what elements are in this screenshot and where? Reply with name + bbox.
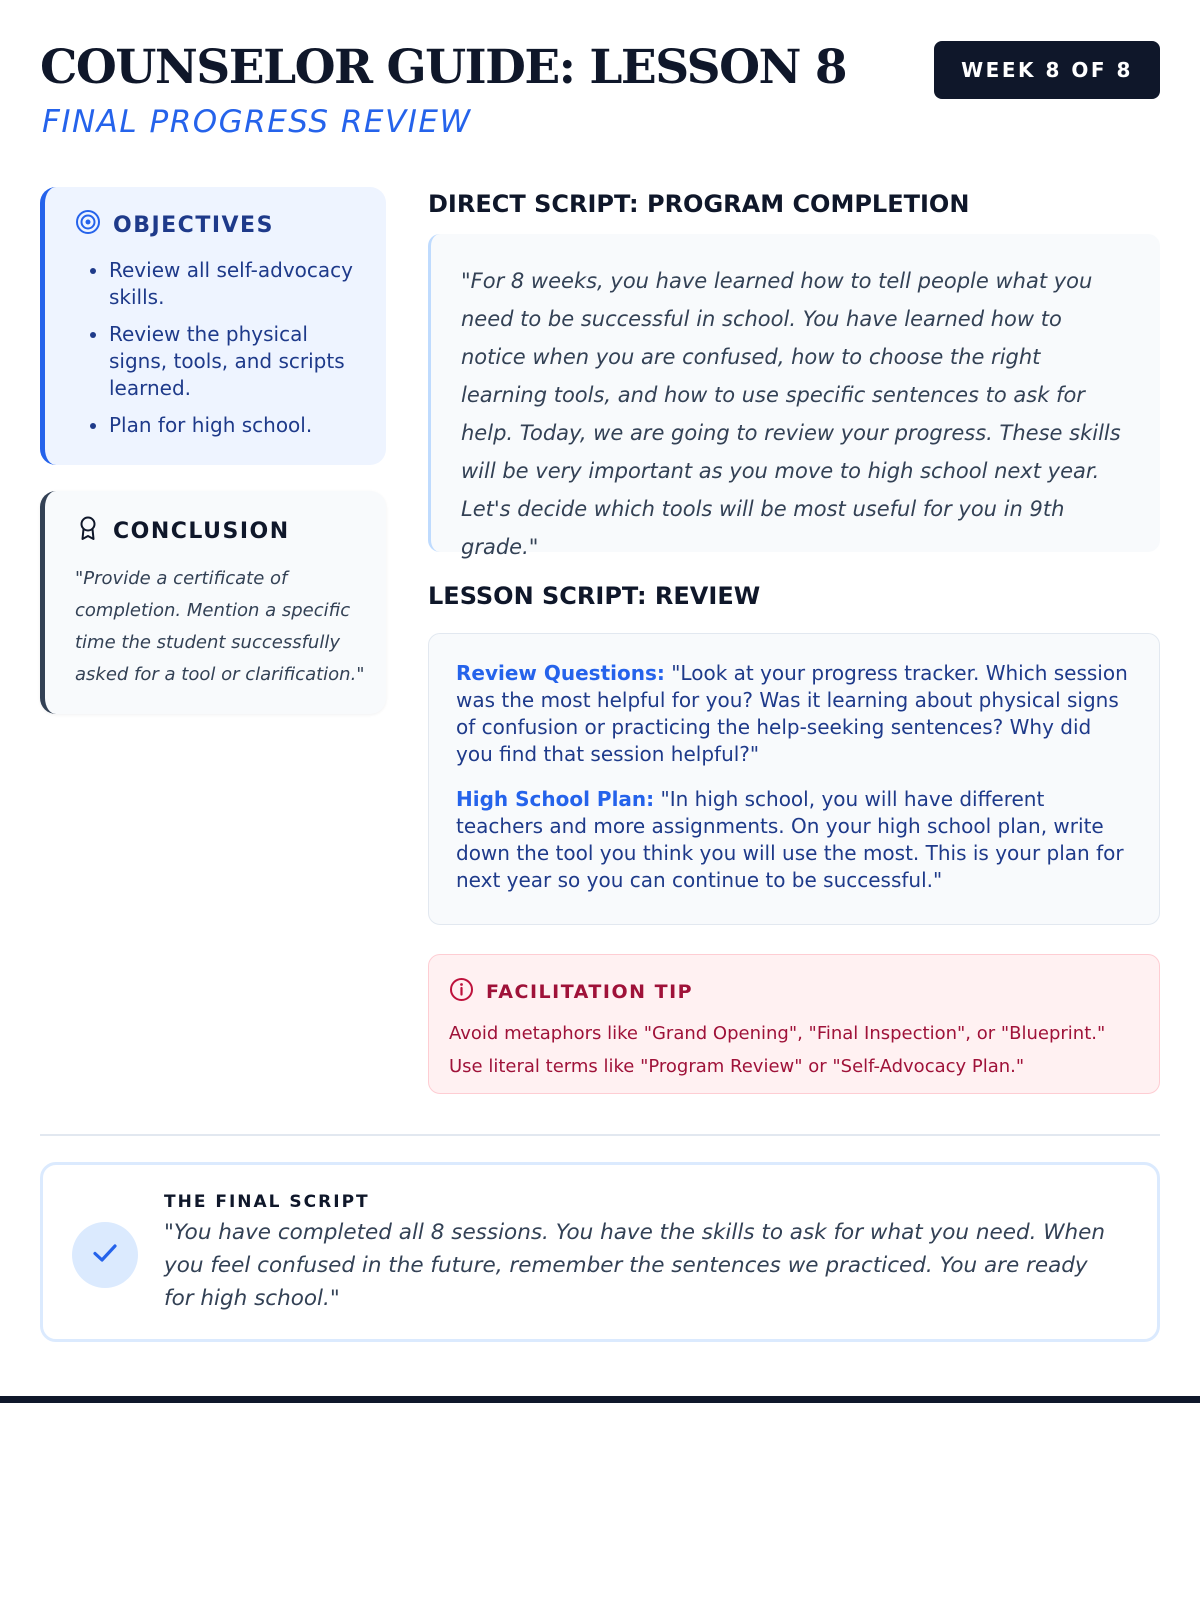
facilitation-tip-label: FACILITATION TIP: [486, 981, 694, 1003]
target-icon: [75, 209, 101, 241]
lesson-script-box: [428, 633, 1160, 925]
objective-item: • Plan for high school.: [109, 412, 366, 439]
info-icon: [449, 977, 474, 1007]
footer-bar: [0, 1396, 1200, 1403]
page-title: COUNSELOR GUIDE: LESSON 8: [40, 40, 847, 95]
week-badge: WEEK 8 OF 8: [934, 41, 1160, 99]
final-script-heading: THE FINAL SCRIPT: [164, 1192, 370, 1212]
page-header: [40, 40, 1160, 150]
objective-item: • Review the physical signs, tools, and scripts learned.: [109, 321, 366, 402]
conclusion-heading: [75, 515, 366, 547]
high-school-plan-label: High School Plan:: [456, 787, 655, 811]
review-questions-label: Review Questions:: [456, 661, 665, 685]
conclusion-heading-label: CONCLUSION: [113, 518, 290, 544]
check-badge: [72, 1222, 138, 1288]
high-school-plan-paragraph: [456, 786, 1133, 894]
final-script-text: "You have completed all 8 sessions. You have the skills to ask for what you need. When you feel confused in the future, remember the sentences we practiced. You are ready for high school.": [164, 1220, 1105, 1311]
direct-script-box: [428, 234, 1160, 559]
section-divider: [40, 1134, 1160, 1136]
facilitation-tip-heading: [449, 977, 1139, 1007]
review-questions-text: "Look at your progress tracker. Which session was the most helpful for you? Was it learning about physical signs of confusion or practicing the help-seeking sentences? Why did you find that session helpful?": [456, 661, 1128, 766]
final-script-box: [40, 1162, 1160, 1342]
facilitation-tip-box: [428, 954, 1160, 1094]
page-subtitle: FINAL PROGRESS REVIEW: [42, 104, 472, 140]
facilitation-tip-text: Avoid metaphors like "Grand Opening", "Final Inspection", or "Blueprint." Use literal terms like "Program Review" or "Self-Advocacy Plan.": [449, 1023, 1106, 1077]
review-questions-paragraph: [456, 660, 1133, 768]
objective-item: • Review all self-advocacy skills.: [109, 257, 366, 311]
objectives-heading-label: OBJECTIVES: [113, 212, 274, 238]
high-school-plan-text: "In high school, you will have different teachers and more assignments. On your high school plan, write down the tool you think you will use the most. This is your plan for next year so you can continue to be successful.": [456, 787, 1124, 892]
check-icon: [88, 1236, 122, 1274]
award-icon: [75, 515, 101, 547]
lesson-script-heading: LESSON SCRIPT: REVIEW: [428, 582, 761, 610]
conclusion-text: "Provide a certificate of completion. Mention a specific time the student successfully asked for a tool or clarification.": [75, 568, 365, 685]
direct-script-text: "For 8 weeks, you have learned how to tell people what you need to be successful in school. You have learned how to notice when you are confused, how to choose the right learning tools, and how to use specific sentences to ask for help. Today, we are going to review your progress. These skills will be very important as you move to high school next year. Let's decide which tools will be most useful for you in 9th grade.": [461, 269, 1121, 559]
objectives-heading: [75, 209, 366, 241]
conclusion-card: [40, 491, 386, 714]
objectives-list: [75, 257, 366, 439]
objectives-card: [40, 187, 386, 465]
direct-script-heading: DIRECT SCRIPT: PROGRAM COMPLETION: [428, 190, 970, 218]
